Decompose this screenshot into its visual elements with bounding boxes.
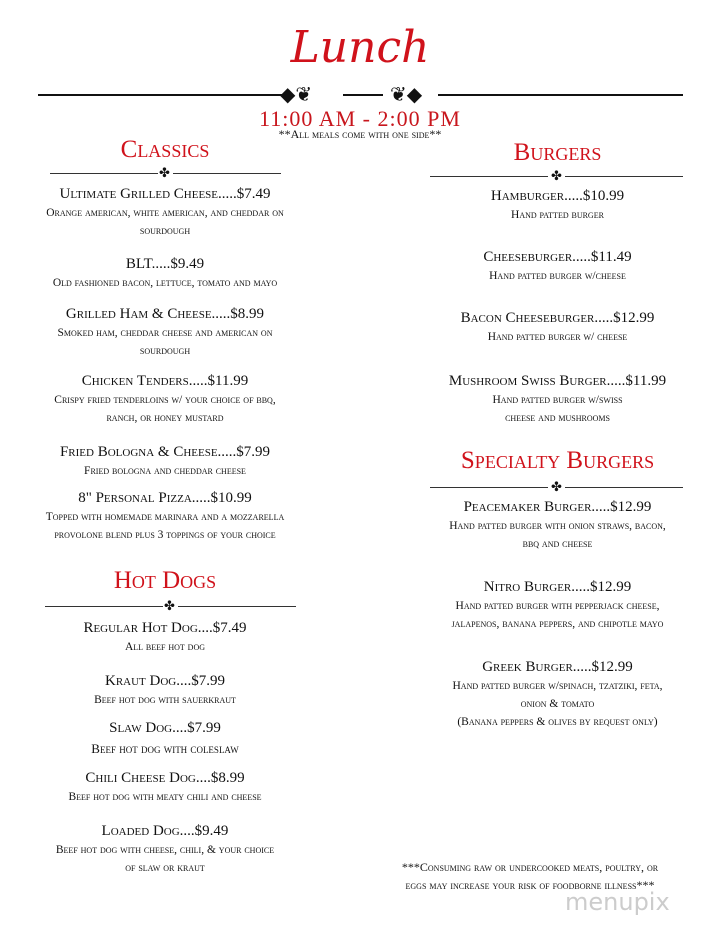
- item-name: Mushroom Swiss Burger.....$11.99: [448, 373, 667, 389]
- section-heading-specialty-burgers: Specialty Burgers: [460, 447, 655, 474]
- menu-item: [10, 371, 320, 427]
- item-name: Kraut Dog....$7.99: [105, 673, 225, 689]
- section-divider: [10, 166, 320, 182]
- item-desc: sourdough: [139, 225, 191, 237]
- item-desc: All beef hot dog: [124, 641, 206, 653]
- warning-line: eggs may increase your risk of foodborne illness***: [405, 878, 655, 892]
- item-name: Bacon Cheeseburger.....$12.99: [460, 310, 655, 326]
- menu-item: [405, 308, 710, 346]
- item-desc: of slaw or kraut: [125, 862, 205, 874]
- menu-item: [10, 821, 320, 877]
- item-desc: jalapenos, banana peppers, and chipotle mayo: [451, 618, 664, 630]
- ornament-icon: ✤: [551, 479, 562, 494]
- menu-item: [10, 184, 320, 240]
- item-extra: (Banana peppers & olives by request only): [457, 716, 658, 728]
- section-heading-hot-dogs: Hot Dogs: [113, 567, 217, 594]
- section-divider: [405, 169, 710, 185]
- item-name: Greek Burger.....$12.99: [482, 659, 633, 675]
- item-name: Cheeseburger.....$11.49: [483, 249, 632, 265]
- menu-item: [10, 618, 320, 656]
- menu-item: [10, 304, 320, 360]
- warning-line: ***Consuming raw or undercooked meats, poultry, or: [401, 860, 659, 874]
- item-desc: Hand patted burger: [511, 209, 604, 221]
- item-desc: provolone blend plus 3 toppings of your choice: [54, 529, 276, 541]
- item-desc: Old fashioned bacon, lettuce, tomato and mayo: [52, 277, 278, 289]
- item-desc: Crispy fried tenderloins w/ your choice of bbq,: [54, 394, 276, 406]
- item-desc: Beef hot dog with coleslaw: [91, 741, 239, 756]
- item-desc: Hand patted burger w/swiss: [492, 394, 623, 406]
- menu-item: [10, 671, 320, 709]
- item-name: BLT.....$9.49: [125, 256, 205, 272]
- menu-item: [10, 254, 320, 292]
- menu-item: [405, 371, 710, 427]
- menu-title: Lunch: [290, 22, 430, 73]
- menu-item: [10, 718, 320, 760]
- item-name: Regular Hot Dog....$7.49: [83, 620, 247, 636]
- item-desc: Hand patted burger w/spinach, tzatziki, feta,: [452, 680, 663, 692]
- menu-item: [10, 768, 320, 806]
- menu-item: [405, 247, 710, 285]
- item-desc: ranch, or honey mustard: [106, 412, 224, 424]
- item-desc: Smoked ham, cheddar cheese and american on: [57, 327, 273, 339]
- item-desc: sourdough: [139, 345, 191, 357]
- item-desc: Beef hot dog with meaty chili and cheese: [68, 791, 262, 803]
- item-desc: Beef hot dog with cheese, chili, & your choice: [55, 844, 275, 856]
- section-divider: [405, 480, 710, 496]
- ornament-icon: ◆❦: [280, 84, 313, 106]
- menu-item: [405, 577, 710, 633]
- menu-item: [405, 186, 710, 224]
- watermark: menupix: [565, 888, 670, 916]
- item-desc: Orange american, white american, and cheddar on: [46, 207, 284, 219]
- ornament-icon: ✤: [159, 165, 170, 180]
- menu-item: [405, 657, 710, 731]
- item-desc: Hand patted burger w/cheese: [489, 270, 626, 282]
- menu-item: [10, 442, 320, 480]
- section-heading-classics: Classics: [120, 136, 210, 163]
- item-desc: Hand patted burger w/ cheese: [487, 331, 628, 343]
- item-desc: cheese and mushrooms: [505, 412, 610, 424]
- item-name: Grilled Ham & Cheese.....$8.99: [65, 306, 265, 322]
- section-divider: [10, 599, 320, 615]
- sides-note: **All meals come with one side**: [278, 127, 442, 141]
- item-name: Peacemaker Burger.....$12.99: [463, 499, 652, 515]
- item-desc: Beef hot dog with sauerkraut: [94, 694, 236, 706]
- ornament-icon: ✤: [551, 168, 562, 183]
- item-desc: Fried bologna and cheddar cheese: [84, 465, 246, 477]
- item-desc: Topped with homemade marinara and a mozzarella: [45, 511, 285, 523]
- item-desc: Hand patted burger with pepperjack cheese,: [455, 600, 660, 612]
- hours: 11:00 AM - 2:00 PM: [259, 106, 461, 131]
- item-desc: onion & tomato: [520, 698, 595, 710]
- item-name: Chicken Tenders.....$11.99: [81, 373, 249, 389]
- item-name: Slaw Dog....$7.99: [109, 720, 221, 736]
- item-name: Fried Bologna & Cheese.....$7.99: [59, 444, 271, 460]
- item-name: Nitro Burger.....$12.99: [483, 579, 632, 595]
- item-desc: bbq and cheese: [522, 538, 593, 550]
- item-name: Ultimate Grilled Cheese.....$7.49: [59, 186, 271, 202]
- ornament-icon: ✤: [164, 598, 175, 613]
- header-divider: [38, 86, 683, 106]
- item-name: 8" Personal Pizza.....$10.99: [78, 490, 252, 506]
- menu-item: [10, 488, 320, 544]
- ornament-icon: ❦◆: [390, 84, 423, 106]
- item-desc: Hand patted burger with onion straws, bacon,: [449, 520, 666, 532]
- item-name: Loaded Dog....$9.49: [101, 823, 229, 839]
- item-name: Chili Cheese Dog....$8.99: [85, 770, 245, 786]
- item-name: Hamburger.....$10.99: [490, 188, 625, 204]
- section-heading-burgers: Burgers: [513, 139, 602, 166]
- menu-item: [405, 497, 710, 553]
